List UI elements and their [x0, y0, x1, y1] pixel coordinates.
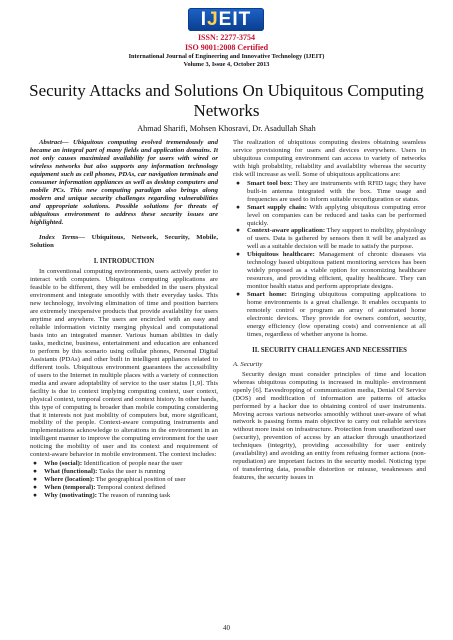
right-intro-text: The realization of ubiquitous computing desires obtaining seamless service provisioning for users and devices everywhere. Users in ubiquitous computing environment can access to variety of networks with high probability, reliability and availability whereas the security risk will increase as well. Some of ubiquitous applications are:: [233, 139, 426, 178]
index-terms: Index Terms— Ubiquitous, Network, Security, Mobile, Solution: [30, 234, 218, 250]
list-item: ● Smart tool box: They are instruments with RFID tags; they have built-in antenna integrated with the box. Time usage and frequencies are used to inform suitable reconfiguration or status.: [236, 179, 426, 203]
journal-volume: Volume 3, Issue 4, October 2013: [183, 61, 270, 68]
subsection-heading: A. Security: [233, 360, 263, 368]
list-item: ● When (temporal): Temporal context defined: [33, 484, 166, 492]
security-text: Security design must consider principles of time and location whereas ubiquitous computing is increased in multiple- environment openly [6]. Eavesdropping of communication media, Denial Of Service (DOS) and modification of information are patterns of attacks performed by a hacker due to obtaining control of user instruments. Moving across various networks smoothly without user-aware of what network is passing forms main objective to carry out reliable services without more insist on infrastructure. Protection from unauthorized user (security), prevention of access by an attacker through unauthorized techniques (integrity), providing accessibility for user entirely (availability) and avoiding an entity from refusing former actions (non-repudiation) are important factors in the security model. Noticing type of transferring data, possible distortion or misuse, weaknesses and features, the security issues in: [233, 370, 426, 482]
introduction-text: In conventional computing environments, users actively prefer to interact with computers. Ubiquitous computing applications are feasible to be different, they will be embedded in the users physical environment and integrate smoothly with their everyday tasks. This new technology, involving elimination of time and position barriers are extremely inexpensive products that provide availability for users anytime and anywhere. The users are encircled with an easy and reliable information vicinity merging physical and computational basis into an integrated manner. Various human abilities in daily tasks, medicine, business, entertainment and education are enhanced to perform by this scenario using cellular phones, Personal Digital Assistants (PDAs) and other built in intelligent appliances related to different tools. Ubiquitous environment guarantees the accessibility of users to the Internet in multiple places with a variety of connection media and aware adoptability of service to the user status [1,9]. This facility is due to context implying computing context, user context, physical context, temporal context and context history. In other hands, this type of computing is broader than mobile computing considering that it interests not just mobility of computers but, more significant, mobility of the people. Context-aware computing instruments and implementations acknowledge to alterations in the environment in an intelligent manner to improve the computing environment for the user noticing the mobility of user and its context and requirement of context-aware behavior in mobile environment. The context includes:: [30, 268, 218, 459]
context-list: [30, 460, 218, 500]
list-item: ● Ubiquitous healthcare: Management of chronic diseases via technology based ubiquitous patient monitoring services has been widely proposed as a viable option for economizing healthcare resources, and providing efficient, quality healthcare. They can monitor health status and perform appropriate designs.: [236, 251, 426, 291]
paper-title: Security Attacks and Solutions On Ubiquitous Computing Networks: [29, 81, 424, 120]
applications-list: [233, 180, 426, 339]
paper-authors: Ahmad Sharifi, Mohsen Khosravi, Dr. Asadullah Shah: [137, 124, 316, 133]
left-column: [30, 139, 218, 500]
iso-certification: ISO 9001:2008 Certified: [184, 43, 269, 52]
list-item: ● Who (social): Identification of people near the user: [33, 460, 183, 468]
list-item: ● Where (location): The geographical position of user: [33, 476, 186, 484]
issn-line: ISSN: 2277-3754: [197, 33, 256, 42]
list-item: ● Smart supply chain: With applying ubiquitous computing error level on companies can be reduced and tasks can be performed quickly.: [236, 203, 426, 227]
journal-logo: IJEIT: [188, 8, 264, 31]
list-item: ● Context-aware application: They support to mobility, physiology of users. Data is gathered by sensors then it will be analyzed as well as a suitable decision will be made to satisfy the purpose.: [236, 227, 427, 251]
list-item: ● Why (motivating): The reason of running task: [33, 492, 171, 500]
journal-name: International Journal of Engineering and Innovative Technology (IJEIT): [128, 53, 325, 60]
section-heading: II. SECURITY CHALLENGES AND NECESSITIES: [252, 346, 407, 354]
right-column: [233, 139, 426, 482]
page-number: 40: [223, 624, 230, 632]
list-item: ● What (functional): Tasks the user is running: [33, 468, 166, 476]
abstract: Abstract— Ubiquitous computing evolved tremendously and became an integral part of many fields and application domains. It not only causes maximized availability for users with wired or wireless networks but also supports any information technology equipment such as cell phones, PDAs, car navigation terminals and consumer information appliances as well as desktop computers and mobile PCs. This new computing paradigm also brings along modern and unique security challenges regarding vulnerabilities and appropriate solutions. Possible solutions for threats of ubiquitous environment to address these security issues are highlighted.: [30, 139, 218, 226]
introduction-heading: I. INTRODUCTION: [93, 258, 155, 266]
list-item: ● Smart home: Bringing ubiquitous computing applications to home environments is a great challenge. It enables occupants to remotely control or program an array of automated home electronic devices. They provide for owners comfort, security, energy efficiency (low operating costs) and convenience at all times, regardless of whether anyone is home.: [236, 291, 426, 338]
